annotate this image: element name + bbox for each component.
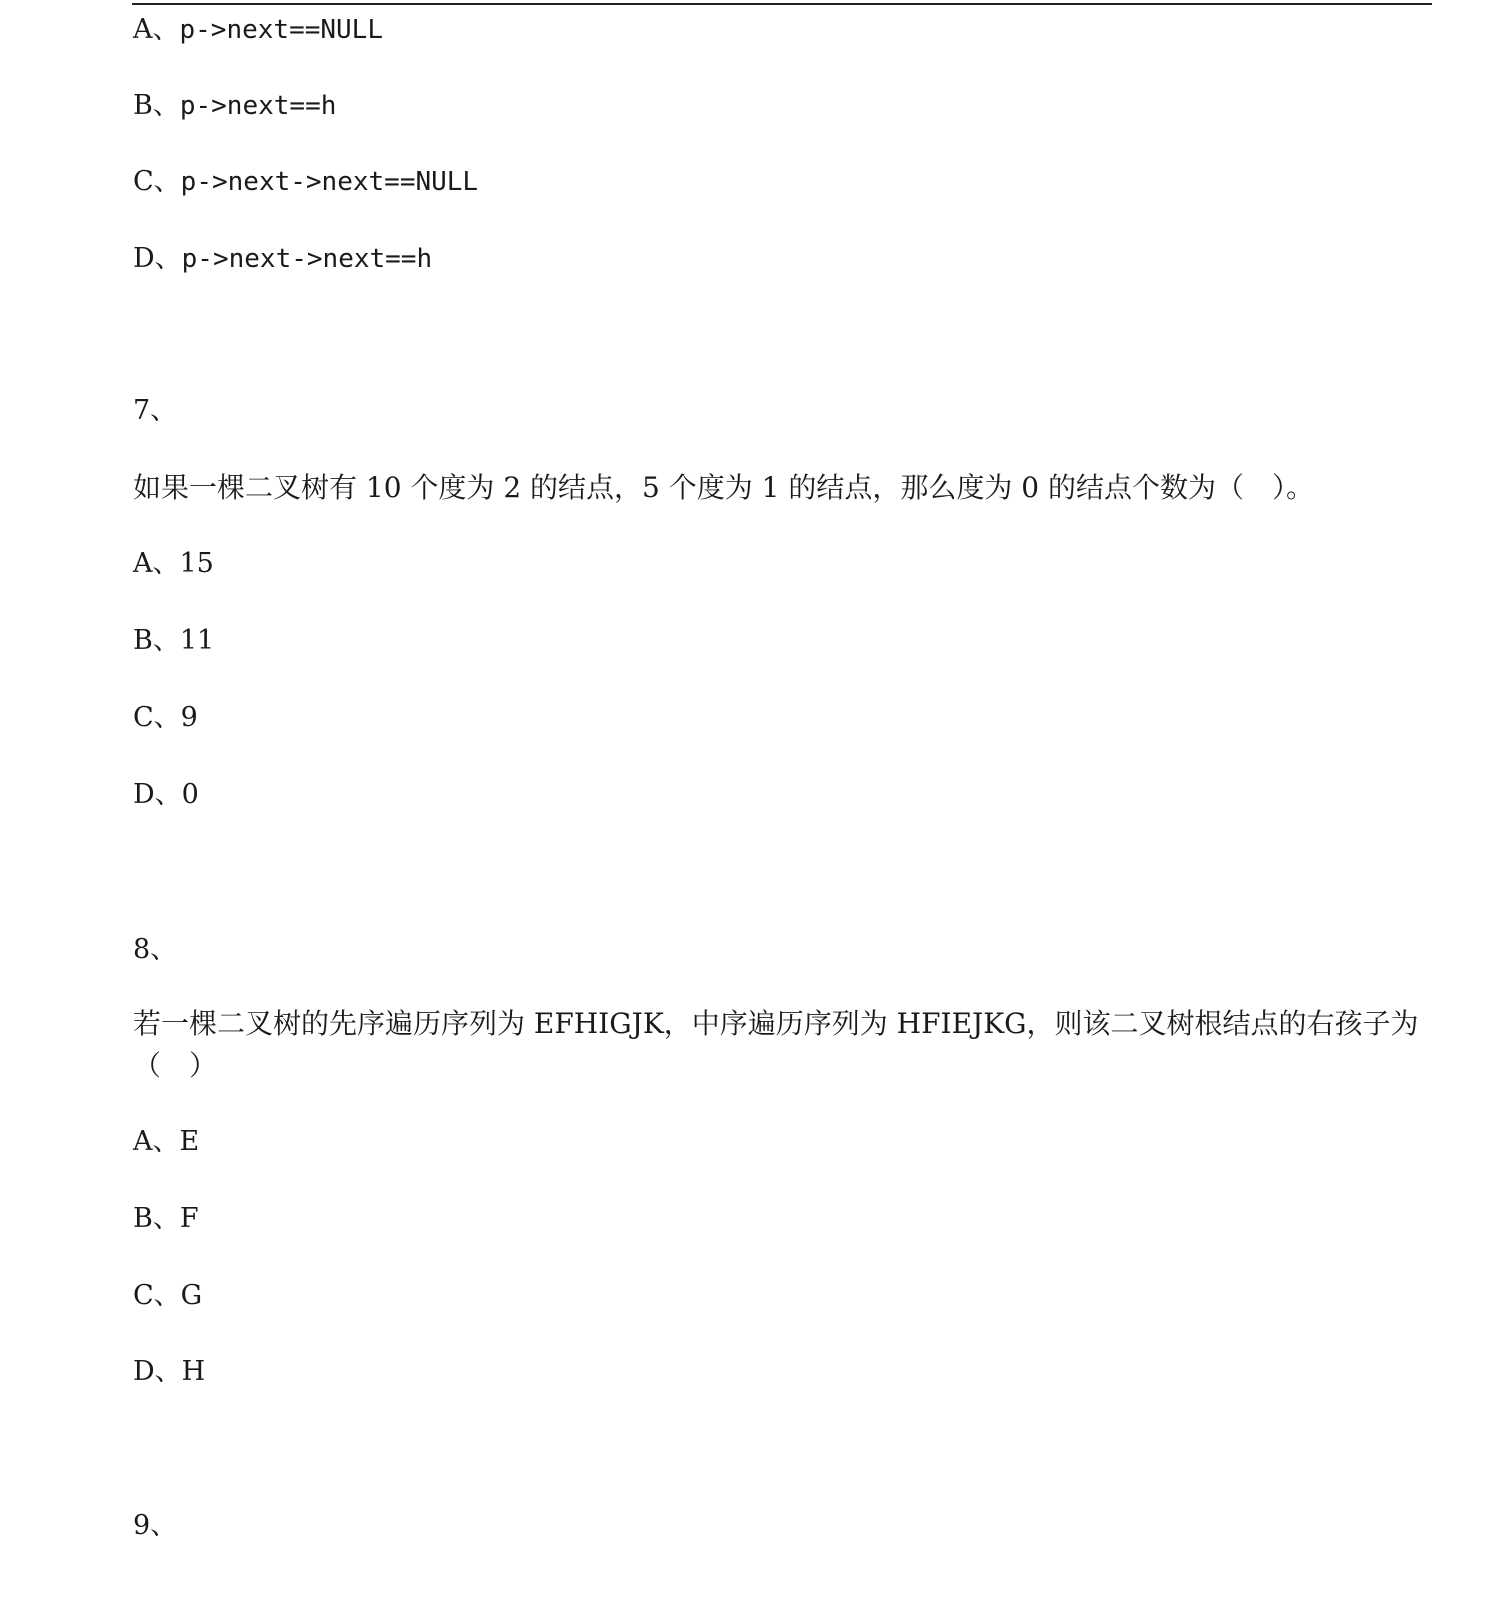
option-letter: B、	[133, 90, 180, 121]
q7-number: 7、	[133, 395, 178, 426]
option-letter: A、	[133, 14, 180, 45]
q6-option-a	[133, 12, 383, 48]
q8-option-d	[133, 1354, 205, 1390]
q6-option-b	[133, 88, 336, 124]
q7-question-text: 如果一棵二叉树有 10 个度为 2 的结点，5 个度为 1 的结点，那么度为 0 的结点个数为（ ）。	[133, 471, 1314, 504]
option-text: H	[181, 1356, 206, 1387]
option-text: G	[180, 1280, 203, 1311]
q8-option-c	[133, 1278, 202, 1314]
q7-option-b	[133, 623, 214, 659]
q6-option-c	[133, 164, 478, 200]
q8-option-a	[133, 1124, 199, 1160]
option-letter: D、	[133, 779, 182, 810]
q8-question-text: 若一棵二叉树的先序遍历序列为 EFHIGJK，中序遍历序列为 HFIEJKG，则该二叉树根结点的右孩子为（ ）	[133, 1007, 1419, 1082]
q7-option-c	[133, 700, 198, 736]
option-letter: A、	[133, 1126, 180, 1157]
q6-option-d	[133, 241, 432, 277]
option-text: 0	[181, 779, 199, 810]
q7-option-d	[133, 777, 199, 813]
option-letter: C、	[133, 166, 181, 197]
option-text: 11	[179, 625, 215, 656]
q9-number: 9、	[133, 1510, 178, 1541]
option-text: p->next==NULL	[179, 15, 383, 45]
q8-number: 8、	[133, 934, 178, 965]
option-text: 15	[179, 548, 214, 579]
q8-option-b	[133, 1201, 199, 1237]
option-text: p->next->next==h	[181, 244, 433, 274]
option-text: 9	[180, 702, 198, 733]
option-letter: D、	[133, 1356, 182, 1387]
option-letter: D、	[133, 243, 182, 274]
option-letter: C、	[133, 1280, 181, 1311]
option-text: E	[179, 1126, 200, 1157]
option-text: F	[179, 1203, 199, 1234]
option-text: p->next->next==NULL	[180, 167, 479, 197]
option-letter: A、	[133, 548, 180, 579]
option-text: p->next==h	[179, 91, 337, 121]
top-divider	[132, 3, 1432, 5]
option-letter: C、	[133, 702, 181, 733]
q7-option-a	[133, 546, 214, 582]
option-letter: B、	[133, 1203, 180, 1234]
option-letter: B、	[133, 625, 180, 656]
